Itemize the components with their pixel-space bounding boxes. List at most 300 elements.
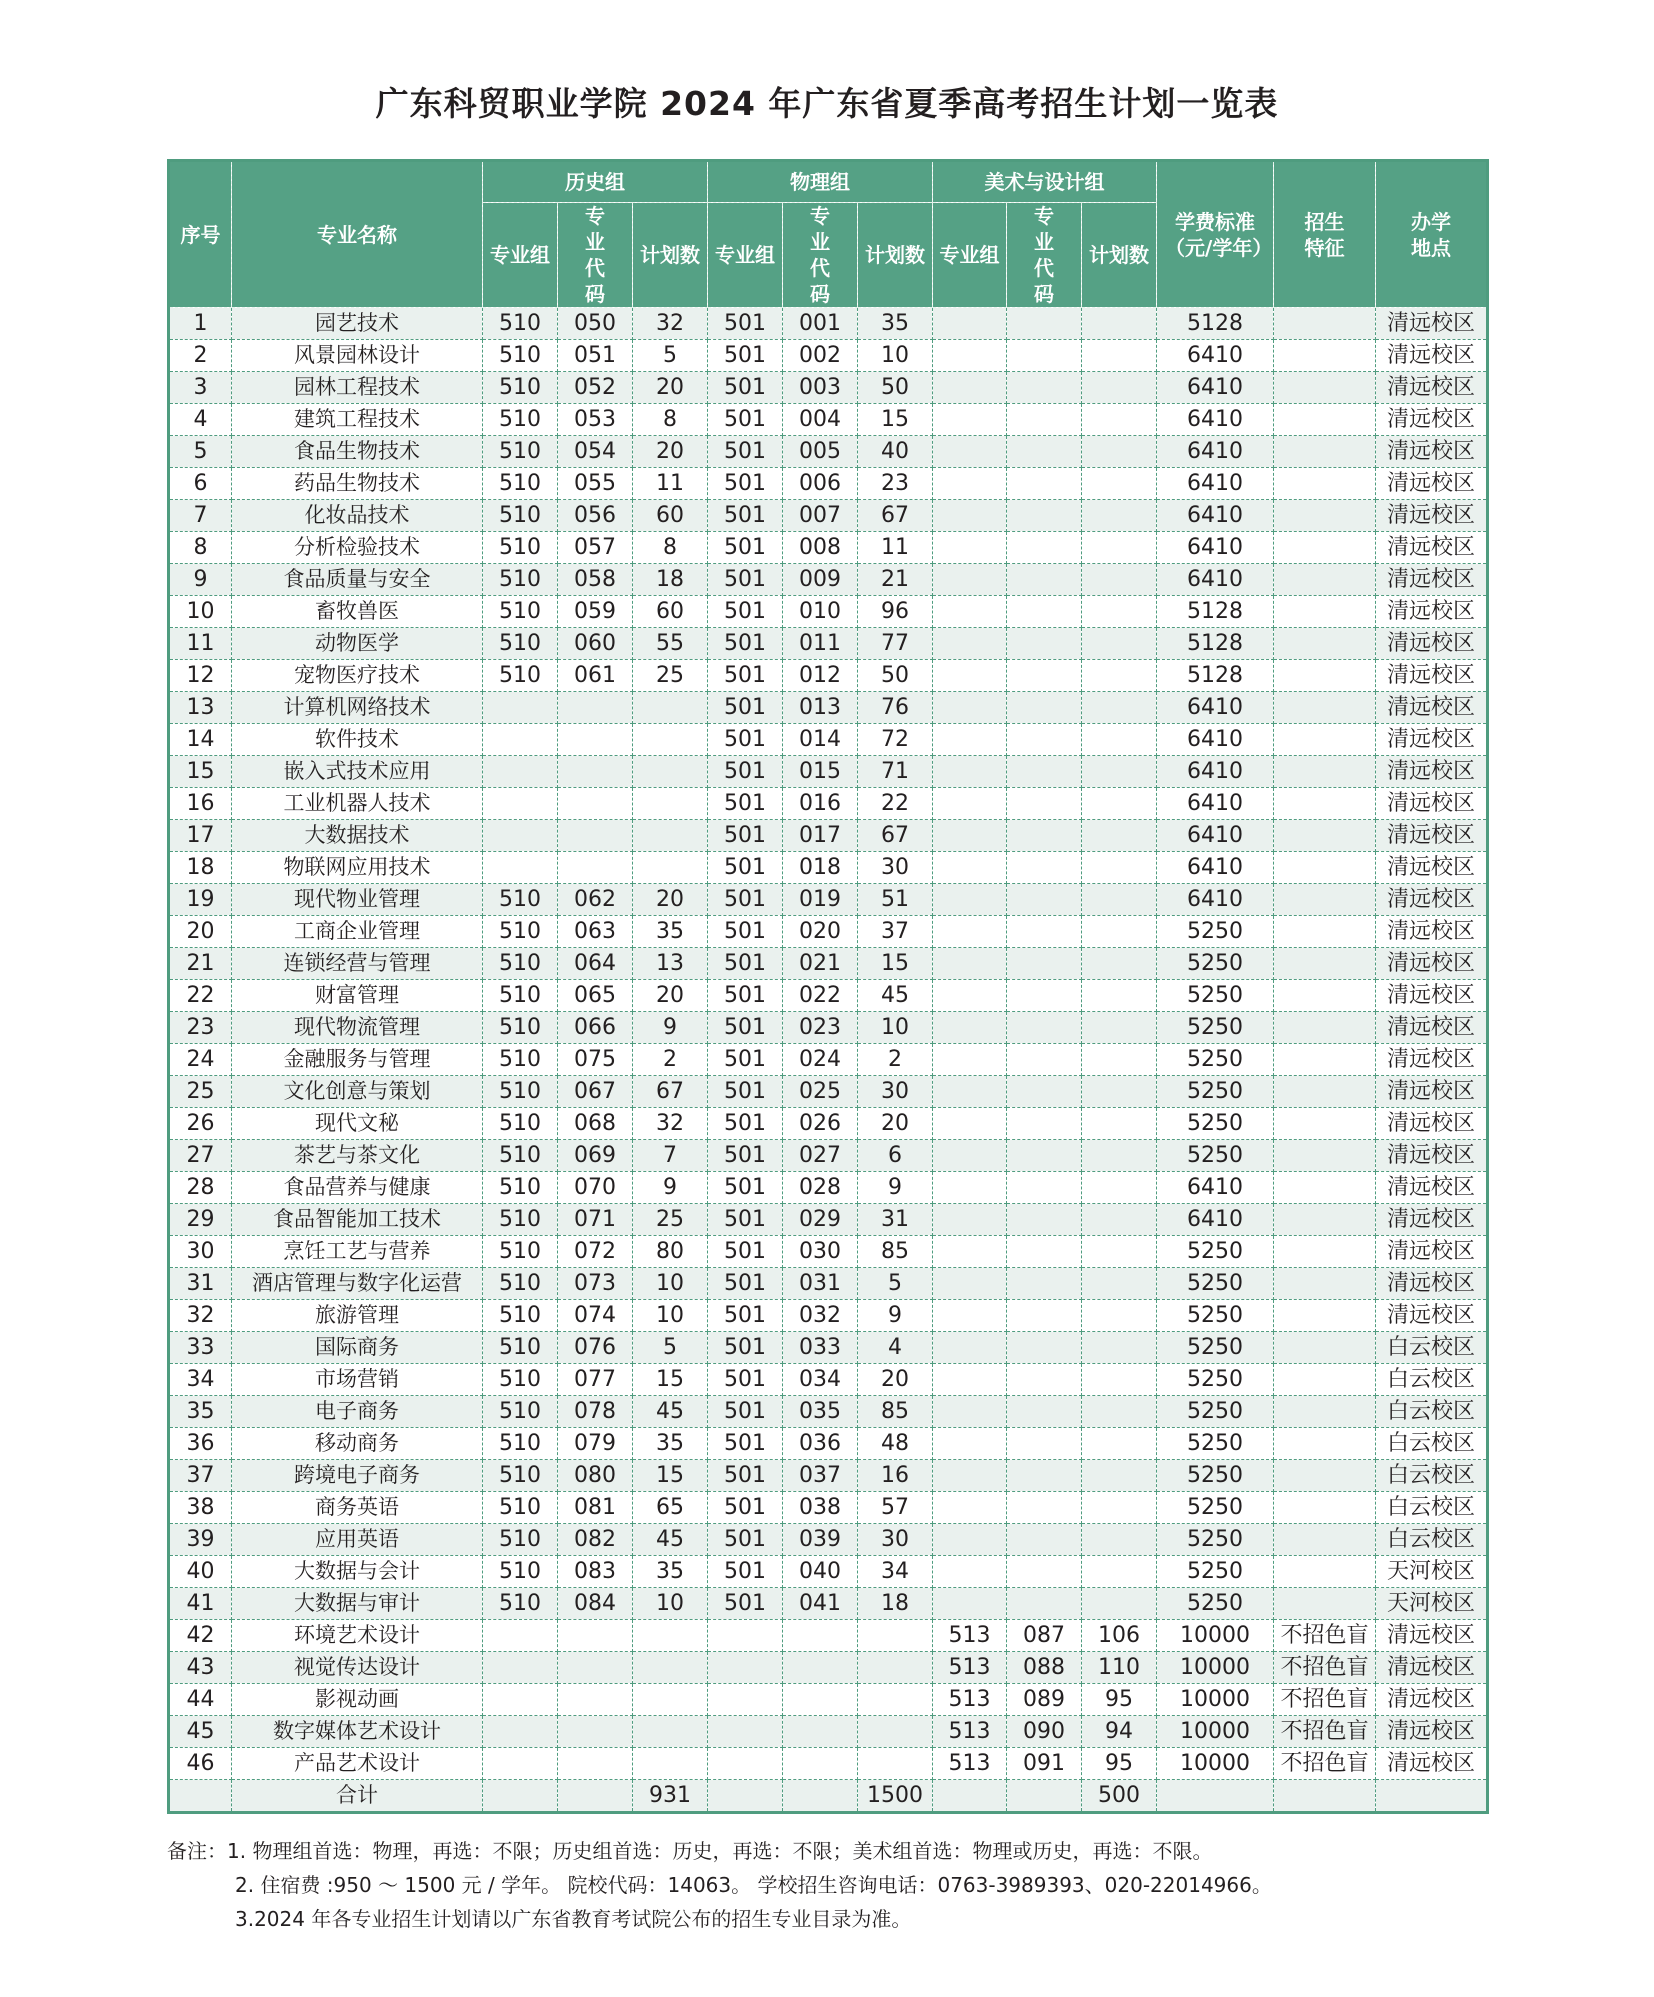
cell-campus: 清远校区 — [1376, 1716, 1488, 1748]
cell-physics-code: 011 — [783, 628, 858, 660]
cell-physics-code — [783, 1780, 858, 1813]
cell-physics-code: 002 — [783, 340, 858, 372]
cell-history-plan: 65 — [633, 1492, 708, 1524]
cell-campus: 清远校区 — [1376, 660, 1488, 692]
cell-history-group: 510 — [483, 1300, 558, 1332]
table-row — [169, 916, 1488, 948]
cell-major-name: 旅游管理 — [232, 1300, 483, 1332]
cell-no — [169, 1780, 232, 1813]
subheader-code: 专业代码 — [783, 203, 858, 308]
cell-campus: 清远校区 — [1376, 1748, 1488, 1780]
cell-history-code — [558, 1620, 633, 1652]
cell-art-plan — [1082, 308, 1157, 340]
cell-history-code: 060 — [558, 628, 633, 660]
cell-physics-group: 501 — [708, 372, 783, 404]
table-row — [169, 1332, 1488, 1364]
cell-history-group: 510 — [483, 1012, 558, 1044]
table-row — [169, 1396, 1488, 1428]
cell-physics-code: 041 — [783, 1588, 858, 1620]
table-row — [169, 340, 1488, 372]
cell-history-group: 510 — [483, 980, 558, 1012]
cell-feature — [1274, 1364, 1376, 1396]
cell-no: 37 — [169, 1460, 232, 1492]
cell-physics-plan: 67 — [858, 500, 933, 532]
cell-major-name: 视觉传达设计 — [232, 1652, 483, 1684]
cell-feature — [1274, 1332, 1376, 1364]
cell-physics-group: 501 — [708, 1108, 783, 1140]
cell-history-group: 510 — [483, 1428, 558, 1460]
cell-art-plan — [1082, 1076, 1157, 1108]
cell-history-plan: 67 — [633, 1076, 708, 1108]
cell-art-plan — [1082, 756, 1157, 788]
cell-art-plan — [1082, 1236, 1157, 1268]
cell-history-code — [558, 1652, 633, 1684]
cell-art-group — [933, 788, 1007, 820]
cell-fee: 6410 — [1157, 340, 1274, 372]
cell-campus: 清远校区 — [1376, 884, 1488, 916]
subheader-group: 专业组 — [708, 203, 783, 308]
cell-physics-group: 501 — [708, 948, 783, 980]
cell-history-code — [558, 852, 633, 884]
cell-art-code — [1007, 1460, 1082, 1492]
cell-art-group: 513 — [933, 1716, 1007, 1748]
cell-physics-group: 501 — [708, 1332, 783, 1364]
cell-campus: 清远校区 — [1376, 1652, 1488, 1684]
cell-physics-plan: 35 — [858, 308, 933, 340]
table-row — [169, 500, 1488, 532]
cell-physics-code: 034 — [783, 1364, 858, 1396]
cell-no: 11 — [169, 628, 232, 660]
cell-physics-plan: 37 — [858, 916, 933, 948]
cell-history-plan: 60 — [633, 596, 708, 628]
cell-major-name: 分析检验技术 — [232, 532, 483, 564]
cell-fee: 6410 — [1157, 884, 1274, 916]
cell-fee: 10000 — [1157, 1620, 1274, 1652]
table-row — [169, 1204, 1488, 1236]
cell-physics-code: 013 — [783, 692, 858, 724]
cell-major-name: 嵌入式技术应用 — [232, 756, 483, 788]
cell-physics-plan: 45 — [858, 980, 933, 1012]
cell-no: 8 — [169, 532, 232, 564]
page-title: 广东科贸职业学院 2024 年广东省夏季高考招生计划一览表 — [375, 84, 1279, 123]
table-row — [169, 1300, 1488, 1332]
cell-no: 40 — [169, 1556, 232, 1588]
cell-feature — [1274, 1012, 1376, 1044]
cell-physics-code: 031 — [783, 1268, 858, 1300]
cell-art-plan: 95 — [1082, 1684, 1157, 1716]
cell-feature — [1274, 1108, 1376, 1140]
cell-physics-plan: 4 — [858, 1332, 933, 1364]
cell-art-plan — [1082, 1396, 1157, 1428]
cell-fee: 5128 — [1157, 308, 1274, 340]
cell-campus — [1376, 1780, 1488, 1813]
cell-physics-plan: 1500 — [858, 1780, 933, 1813]
cell-art-code — [1007, 660, 1082, 692]
cell-no: 2 — [169, 340, 232, 372]
cell-art-group: 513 — [933, 1652, 1007, 1684]
cell-history-group: 510 — [483, 1556, 558, 1588]
cell-major-name: 食品生物技术 — [232, 436, 483, 468]
cell-physics-plan — [858, 1716, 933, 1748]
cell-physics-plan: 48 — [858, 1428, 933, 1460]
cell-fee: 6410 — [1157, 724, 1274, 756]
cell-no: 19 — [169, 884, 232, 916]
cell-history-plan — [633, 820, 708, 852]
cell-history-plan: 18 — [633, 564, 708, 596]
cell-no: 23 — [169, 1012, 232, 1044]
cell-no: 42 — [169, 1620, 232, 1652]
cell-no: 3 — [169, 372, 232, 404]
cell-art-plan — [1082, 436, 1157, 468]
cell-physics-plan: 2 — [858, 1044, 933, 1076]
cell-feature: 不招色盲 — [1274, 1716, 1376, 1748]
cell-art-group — [933, 916, 1007, 948]
cell-art-group — [933, 1268, 1007, 1300]
cell-history-group: 510 — [483, 1140, 558, 1172]
cell-history-plan: 25 — [633, 1204, 708, 1236]
table-row — [169, 1140, 1488, 1172]
cell-art-plan — [1082, 628, 1157, 660]
cell-art-group — [933, 340, 1007, 372]
cell-campus: 清远校区 — [1376, 1108, 1488, 1140]
cell-history-code: 068 — [558, 1108, 633, 1140]
cell-art-code — [1007, 564, 1082, 596]
cell-history-group: 510 — [483, 564, 558, 596]
cell-physics-group: 501 — [708, 1172, 783, 1204]
cell-physics-group: 501 — [708, 756, 783, 788]
total-row — [169, 1780, 1488, 1813]
cell-fee: 5250 — [1157, 1076, 1274, 1108]
cell-no: 13 — [169, 692, 232, 724]
cell-campus: 白云校区 — [1376, 1364, 1488, 1396]
cell-art-group — [933, 884, 1007, 916]
table-row — [169, 980, 1488, 1012]
cell-physics-group — [708, 1780, 783, 1813]
cell-campus: 白云校区 — [1376, 1460, 1488, 1492]
cell-history-plan: 45 — [633, 1524, 708, 1556]
cell-history-group: 510 — [483, 948, 558, 980]
cell-fee: 5250 — [1157, 1524, 1274, 1556]
enrollment-plan-table — [167, 159, 1489, 1814]
cell-no: 1 — [169, 308, 232, 340]
cell-history-code: 063 — [558, 916, 633, 948]
cell-art-plan — [1082, 372, 1157, 404]
cell-major-name: 合计 — [232, 1780, 483, 1813]
cell-history-plan: 32 — [633, 1108, 708, 1140]
cell-history-group: 510 — [483, 1492, 558, 1524]
cell-history-plan: 60 — [633, 500, 708, 532]
cell-art-plan — [1082, 340, 1157, 372]
cell-campus: 清远校区 — [1376, 1620, 1488, 1652]
cell-major-name: 应用英语 — [232, 1524, 483, 1556]
cell-feature — [1274, 692, 1376, 724]
cell-feature — [1274, 404, 1376, 436]
cell-fee: 6410 — [1157, 564, 1274, 596]
table-row — [169, 1108, 1488, 1140]
cell-art-group — [933, 1332, 1007, 1364]
cell-history-plan — [633, 1620, 708, 1652]
cell-physics-group — [708, 1652, 783, 1684]
cell-physics-group: 501 — [708, 1044, 783, 1076]
cell-fee: 5250 — [1157, 1588, 1274, 1620]
cell-history-code: 076 — [558, 1332, 633, 1364]
cell-major-name: 商务英语 — [232, 1492, 483, 1524]
cell-campus: 清远校区 — [1376, 628, 1488, 660]
cell-physics-group: 501 — [708, 596, 783, 628]
cell-history-group: 510 — [483, 660, 558, 692]
cell-art-group: 513 — [933, 1684, 1007, 1716]
subheader-code: 专业代码 — [1007, 203, 1082, 308]
cell-physics-group: 501 — [708, 980, 783, 1012]
cell-history-group: 510 — [483, 1332, 558, 1364]
cell-fee: 5250 — [1157, 948, 1274, 980]
cell-art-group — [933, 1172, 1007, 1204]
cell-art-code — [1007, 1780, 1082, 1813]
cell-history-group: 510 — [483, 628, 558, 660]
table-row — [169, 1268, 1488, 1300]
cell-art-plan — [1082, 852, 1157, 884]
cell-physics-group: 501 — [708, 692, 783, 724]
header-history-group: 历史组 — [483, 161, 708, 203]
cell-feature — [1274, 1588, 1376, 1620]
cell-physics-plan: 23 — [858, 468, 933, 500]
notes-label: 备注： — [167, 1839, 227, 1863]
cell-physics-plan: 21 — [858, 564, 933, 596]
cell-no: 31 — [169, 1268, 232, 1300]
cell-major-name: 食品营养与健康 — [232, 1172, 483, 1204]
cell-physics-plan: 34 — [858, 1556, 933, 1588]
cell-physics-group: 501 — [708, 788, 783, 820]
table-row — [169, 1236, 1488, 1268]
cell-physics-code: 037 — [783, 1460, 858, 1492]
cell-major-name: 国际商务 — [232, 1332, 483, 1364]
table-row — [169, 436, 1488, 468]
cell-art-code — [1007, 500, 1082, 532]
cell-feature — [1274, 372, 1376, 404]
cell-no: 15 — [169, 756, 232, 788]
cell-physics-plan — [858, 1620, 933, 1652]
cell-fee: 6410 — [1157, 852, 1274, 884]
cell-history-plan — [633, 692, 708, 724]
cell-physics-plan: 30 — [858, 1524, 933, 1556]
cell-major-name: 金融服务与管理 — [232, 1044, 483, 1076]
cell-history-plan: 32 — [633, 308, 708, 340]
cell-art-plan — [1082, 1428, 1157, 1460]
cell-fee: 5128 — [1157, 596, 1274, 628]
cell-history-code: 053 — [558, 404, 633, 436]
cell-art-code — [1007, 1588, 1082, 1620]
cell-physics-code: 021 — [783, 948, 858, 980]
cell-physics-plan: 11 — [858, 532, 933, 564]
cell-fee: 6410 — [1157, 692, 1274, 724]
cell-history-code: 080 — [558, 1460, 633, 1492]
cell-major-name: 现代物流管理 — [232, 1012, 483, 1044]
note-2: 2. 住宿费 :950 ～ 1500 元 / 学年。 院校代码：14063。 学校招生咨询电话：0763-3989393、020-22014966。 — [235, 1873, 1272, 1897]
cell-physics-plan: 77 — [858, 628, 933, 660]
cell-art-group — [933, 1428, 1007, 1460]
cell-no: 43 — [169, 1652, 232, 1684]
cell-history-plan: 15 — [633, 1460, 708, 1492]
cell-major-name: 工业机器人技术 — [232, 788, 483, 820]
cell-art-group — [933, 468, 1007, 500]
cell-history-group — [483, 1780, 558, 1813]
cell-physics-group: 501 — [708, 628, 783, 660]
cell-physics-plan: 10 — [858, 340, 933, 372]
cell-physics-group: 501 — [708, 404, 783, 436]
cell-history-code: 056 — [558, 500, 633, 532]
cell-art-code — [1007, 1492, 1082, 1524]
subheader-plan: 计划数 — [858, 203, 933, 308]
cell-art-group — [933, 980, 1007, 1012]
cell-history-plan: 55 — [633, 628, 708, 660]
cell-no: 44 — [169, 1684, 232, 1716]
subheader-plan: 计划数 — [1082, 203, 1157, 308]
cell-art-group — [933, 1140, 1007, 1172]
cell-major-name: 产品艺术设计 — [232, 1748, 483, 1780]
cell-art-group — [933, 532, 1007, 564]
cell-campus: 清远校区 — [1376, 564, 1488, 596]
cell-physics-code — [783, 1684, 858, 1716]
cell-physics-plan: 22 — [858, 788, 933, 820]
cell-physics-plan: 50 — [858, 372, 933, 404]
cell-art-code — [1007, 1108, 1082, 1140]
cell-art-group — [933, 724, 1007, 756]
cell-history-plan: 11 — [633, 468, 708, 500]
cell-art-code — [1007, 1556, 1082, 1588]
cell-no: 24 — [169, 1044, 232, 1076]
cell-history-code: 071 — [558, 1204, 633, 1236]
cell-fee: 6410 — [1157, 372, 1274, 404]
cell-physics-plan: 76 — [858, 692, 933, 724]
cell-fee: 5250 — [1157, 916, 1274, 948]
table-row — [169, 1076, 1488, 1108]
cell-art-group — [933, 1492, 1007, 1524]
cell-history-plan: 13 — [633, 948, 708, 980]
cell-no: 7 — [169, 500, 232, 532]
cell-campus: 清远校区 — [1376, 948, 1488, 980]
cell-physics-code: 026 — [783, 1108, 858, 1140]
cell-major-name: 连锁经营与管理 — [232, 948, 483, 980]
cell-major-name: 现代文秘 — [232, 1108, 483, 1140]
cell-history-code: 077 — [558, 1364, 633, 1396]
cell-history-plan: 9 — [633, 1012, 708, 1044]
cell-fee: 5250 — [1157, 1332, 1274, 1364]
cell-fee: 6410 — [1157, 820, 1274, 852]
cell-physics-plan: 96 — [858, 596, 933, 628]
cell-feature — [1274, 1204, 1376, 1236]
cell-fee: 5250 — [1157, 1012, 1274, 1044]
cell-physics-group: 501 — [708, 1428, 783, 1460]
cell-history-code — [558, 820, 633, 852]
subheader-plan: 计划数 — [633, 203, 708, 308]
cell-history-code: 067 — [558, 1076, 633, 1108]
cell-feature: 不招色盲 — [1274, 1684, 1376, 1716]
cell-physics-code: 023 — [783, 1012, 858, 1044]
table-row — [169, 564, 1488, 596]
cell-history-group: 510 — [483, 436, 558, 468]
cell-fee: 5250 — [1157, 1428, 1274, 1460]
cell-history-plan — [633, 724, 708, 756]
cell-art-group — [933, 500, 1007, 532]
cell-art-group — [933, 948, 1007, 980]
cell-history-code: 055 — [558, 468, 633, 500]
cell-physics-code: 003 — [783, 372, 858, 404]
cell-art-group — [933, 628, 1007, 660]
cell-art-code — [1007, 1364, 1082, 1396]
cell-fee: 5128 — [1157, 628, 1274, 660]
cell-art-code — [1007, 1524, 1082, 1556]
cell-history-group: 510 — [483, 1076, 558, 1108]
cell-campus: 清远校区 — [1376, 340, 1488, 372]
cell-campus: 清远校区 — [1376, 1300, 1488, 1332]
cell-art-group — [933, 1588, 1007, 1620]
cell-art-code — [1007, 1172, 1082, 1204]
cell-history-plan: 931 — [633, 1780, 708, 1813]
cell-no: 30 — [169, 1236, 232, 1268]
table-row — [169, 1620, 1488, 1652]
cell-major-name: 食品质量与安全 — [232, 564, 483, 596]
cell-major-name: 大数据技术 — [232, 820, 483, 852]
cell-campus: 白云校区 — [1376, 1428, 1488, 1460]
cell-history-group: 510 — [483, 1588, 558, 1620]
cell-campus: 清远校区 — [1376, 532, 1488, 564]
cell-major-name: 电子商务 — [232, 1396, 483, 1428]
cell-no: 36 — [169, 1428, 232, 1460]
cell-physics-code — [783, 1716, 858, 1748]
cell-physics-plan — [858, 1652, 933, 1684]
cell-physics-code: 032 — [783, 1300, 858, 1332]
cell-physics-plan — [858, 1684, 933, 1716]
cell-no: 20 — [169, 916, 232, 948]
cell-physics-plan: 20 — [858, 1108, 933, 1140]
cell-physics-code — [783, 1748, 858, 1780]
cell-major-name: 物联网应用技术 — [232, 852, 483, 884]
cell-history-group — [483, 692, 558, 724]
cell-fee: 5250 — [1157, 1556, 1274, 1588]
cell-art-group — [933, 564, 1007, 596]
cell-physics-code: 007 — [783, 500, 858, 532]
cell-history-group: 510 — [483, 372, 558, 404]
table-row — [169, 1524, 1488, 1556]
cell-physics-code: 014 — [783, 724, 858, 756]
cell-history-code: 082 — [558, 1524, 633, 1556]
subheader-code: 专业代码 — [558, 203, 633, 308]
cell-feature — [1274, 660, 1376, 692]
cell-no: 17 — [169, 820, 232, 852]
cell-major-name: 园林工程技术 — [232, 372, 483, 404]
cell-history-plan: 20 — [633, 884, 708, 916]
cell-art-plan — [1082, 724, 1157, 756]
cell-art-code — [1007, 1076, 1082, 1108]
cell-history-group — [483, 724, 558, 756]
cell-history-code — [558, 788, 633, 820]
cell-physics-group: 501 — [708, 660, 783, 692]
cell-physics-plan: 31 — [858, 1204, 933, 1236]
cell-art-plan — [1082, 1524, 1157, 1556]
table-row — [169, 1460, 1488, 1492]
table-row — [169, 756, 1488, 788]
cell-fee: 5250 — [1157, 980, 1274, 1012]
cell-art-plan — [1082, 1332, 1157, 1364]
table-row — [169, 692, 1488, 724]
cell-history-group: 510 — [483, 532, 558, 564]
cell-physics-group: 501 — [708, 468, 783, 500]
cell-physics-plan: 30 — [858, 1076, 933, 1108]
cell-campus: 清远校区 — [1376, 500, 1488, 532]
cell-history-code: 075 — [558, 1044, 633, 1076]
cell-art-code — [1007, 436, 1082, 468]
cell-campus: 清远校区 — [1376, 724, 1488, 756]
